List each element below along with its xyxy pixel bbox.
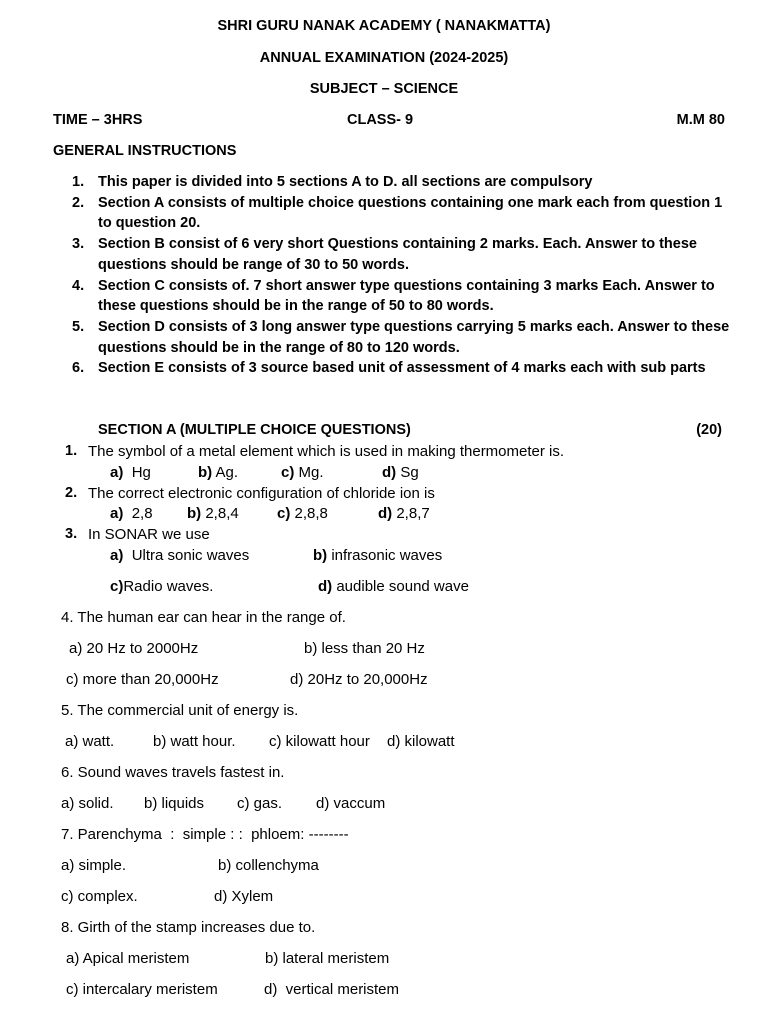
- option-a: a) Apical meristem: [66, 950, 190, 967]
- instruction-item: [72, 234, 732, 275]
- instruction-number: 6.: [72, 360, 85, 377]
- option-b: b) infrasonic waves: [313, 547, 443, 564]
- option-d: d) audible sound wave: [318, 578, 469, 595]
- option-a: a) Hg: [110, 464, 151, 481]
- school-name: SHRI GURU NANAK ACADEMY ( NANAKMATTA): [217, 18, 551, 34]
- instruction-text: Section B consist of 6 very short Questions containing 2 marks. Each. Answer to these questions should be range of 30 to 50 words.: [98, 236, 697, 273]
- option-c: c) gas.: [237, 795, 283, 812]
- instructions-title: GENERAL INSTRUCTIONS: [53, 143, 237, 159]
- option-c: c) 2,8,8: [277, 505, 328, 522]
- instruction-item: [72, 193, 732, 234]
- question-text: 8. Girth of the stamp increases due to.: [61, 919, 316, 936]
- question-text: 7. Parenchyma : simple : : phloem: --------: [61, 826, 349, 843]
- instruction-number: 1.: [72, 174, 85, 190]
- instruction-text: Section C consists of. 7 short answer type questions containing 3 marks Each. Answer to these questions should be in the range of 50 to 80 words.: [98, 277, 715, 315]
- instruction-item: [72, 276, 732, 317]
- option-d: d) 20Hz to 20,000Hz: [290, 671, 428, 688]
- instruction-text: Section D consists of 3 long answer type questions carrying 5 marks each. Answer to these questions should be in the range of 80 to 120 words.: [98, 318, 730, 356]
- option-c: c) more than 20,000Hz: [66, 671, 219, 688]
- instruction-item: [72, 172, 732, 193]
- instruction-number: 3.: [72, 236, 85, 253]
- question-number: 3.: [65, 526, 78, 542]
- option-d: d) Sg: [382, 464, 419, 481]
- instruction-item: [72, 358, 732, 379]
- class-label: CLASS- 9: [347, 112, 414, 128]
- option-a: a) 20 Hz to 2000Hz: [69, 640, 199, 657]
- option-c: c) complex.: [61, 888, 138, 905]
- option-b: b) 2,8,4: [187, 505, 239, 522]
- instruction-number: 4.: [72, 277, 85, 294]
- question-text: The correct electronic configuration of chloride ion is: [88, 485, 435, 502]
- option-a: a) Ultra sonic waves: [110, 547, 250, 564]
- option-d: d) vertical meristem: [264, 981, 400, 998]
- section-a-title: SECTION A (MULTIPLE CHOICE QUESTIONS): [98, 422, 411, 438]
- instruction-item: [72, 317, 732, 358]
- option-d: d) Xylem: [214, 888, 274, 905]
- option-b: b) lateral meristem: [265, 950, 390, 967]
- option-a: a) watt.: [65, 733, 115, 750]
- instruction-text: This paper is divided into 5 sections A to D. all sections are compulsory: [98, 174, 593, 190]
- instruction-text: Section E consists of 3 source based unit of assessment of 4 marks each with sub parts: [98, 360, 706, 377]
- instruction-number: 5.: [72, 318, 85, 335]
- exam-title: ANNUAL EXAMINATION (2024-2025): [259, 50, 509, 66]
- option-d: d) 2,8,7: [378, 505, 430, 522]
- instruction-text: Section A consists of multiple choice questions containing one mark each from question 1 to question 20.: [98, 194, 723, 232]
- option-a: a) simple.: [61, 857, 127, 874]
- section-a-marks: (20): [696, 422, 722, 438]
- option-d: d) kilowatt: [387, 733, 455, 750]
- question-number: 1.: [65, 443, 78, 459]
- option-b: b) collenchyma: [218, 857, 319, 874]
- max-marks-label: M.M 80: [676, 112, 725, 128]
- option-b: b) watt hour.: [153, 733, 236, 750]
- option-a: a) 2,8: [110, 505, 153, 522]
- question-text: The symbol of a metal element which is used in making thermometer is.: [88, 443, 565, 460]
- option-c: c) Mg.: [281, 464, 324, 481]
- option-b: b) liquids: [144, 795, 205, 812]
- subject-title: SUBJECT – SCIENCE: [309, 81, 459, 97]
- option-b: b) Ag.: [198, 464, 239, 481]
- question-text: 6. Sound waves travels fastest in.: [61, 764, 285, 781]
- option-a: a) solid.: [61, 795, 114, 812]
- option-d: d) vaccum: [316, 795, 386, 812]
- option-c: c) kilowatt hour: [269, 733, 370, 750]
- time-label: TIME – 3HRS: [53, 112, 143, 128]
- question-text: 5. The commercial unit of energy is.: [61, 702, 299, 719]
- question-number: 2.: [65, 485, 78, 501]
- question-text: 4. The human ear can hear in the range of.: [61, 609, 346, 626]
- option-c: c)Radio waves.: [110, 578, 214, 595]
- question-text: In SONAR we use: [88, 526, 210, 543]
- option-b: b) less than 20 Hz: [304, 640, 425, 657]
- option-c: c) intercalary meristem: [66, 981, 218, 998]
- instruction-number: 2.: [72, 194, 85, 211]
- instructions-list: [72, 172, 732, 379]
